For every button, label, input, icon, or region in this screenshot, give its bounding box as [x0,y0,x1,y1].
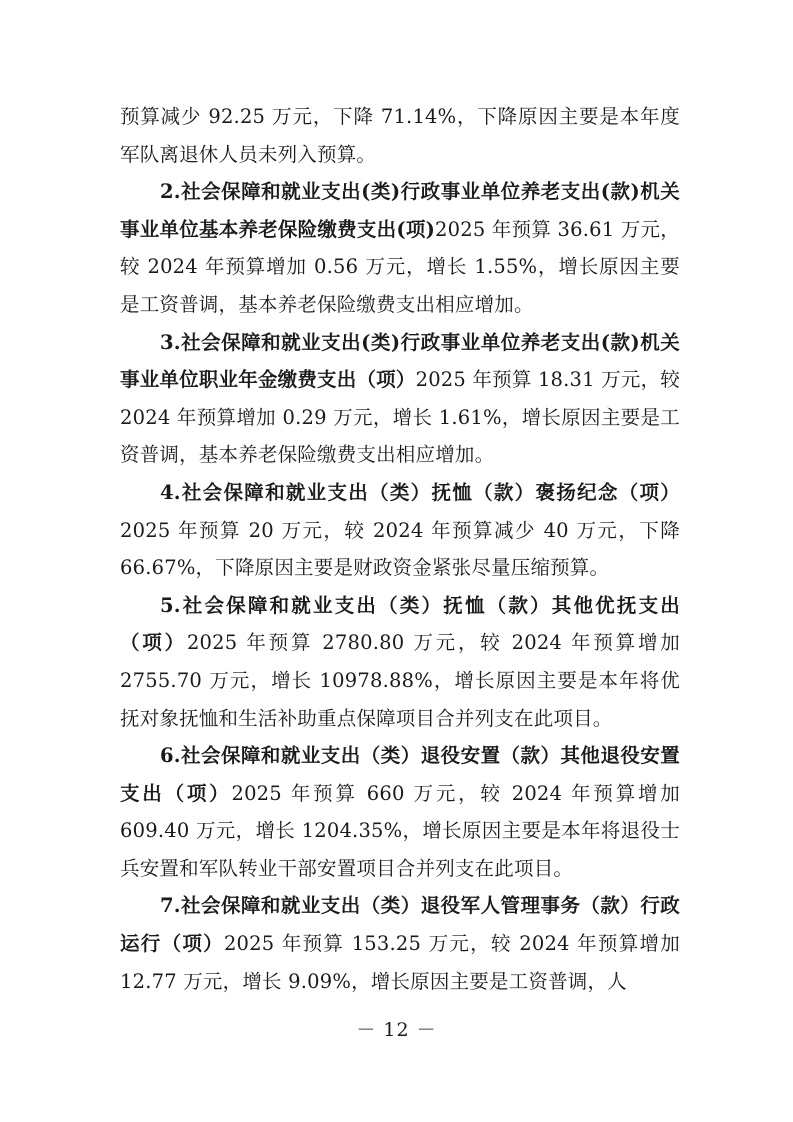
paragraph-text: 2025 年预算 18.31 万元，较 2024 年预算增加 0.29 万元，增长 1.61%，增长原因主要是工资普调，基本养老保险缴费支出相应增加。 [120,368,680,467]
paragraph-text: 2025 年预算 2780.80 万元，较 2024 年预算增加 2755.70 万元，增长 10978.88%，增长原因主要是本年将优抚对象抚恤和生活补助重点保障项目合并列支在此项目。 [120,631,680,730]
paragraph-heading: 3.社会保障和就业支出(类)行政事业单位养老支出(款)机关事业单位职业年金缴费支出（项） [120,330,680,392]
paragraph-text: 2025 年预算 660 万元，较 2024 年预算增加 609.40 万元，增长 1204.35%，增长原因主要是本年将退役士兵安置和军队转业干部安置项目合并列支在此项目。 [120,781,680,880]
paragraph-7 [120,887,680,1000]
paragraph-heading: 7.社会保障和就业支出（类）退役军人管理事务（款）行政运行（项） [120,894,680,956]
document-body [120,98,680,1000]
paragraph-text: 2025 年预算 20 万元，较 2024 年预算减少 40 万元，下降 66.67%，下降原因主要是财政资金紧张尽量压缩预算。 [120,518,680,580]
paragraph-heading: 2.社会保障和就业支出(类)行政事业单位养老支出(款)机关事业单位基本养老保险缴费支出(项) [120,180,680,241]
paragraph-2 [120,173,680,323]
paragraph-1 [120,98,680,173]
paragraph-5 [120,587,680,737]
paragraph-3 [120,324,680,474]
paragraph-6 [120,737,680,887]
page-number: － 12 － [356,1019,437,1041]
paragraph-4 [120,474,680,587]
paragraph-heading: 6.社会保障和就业支出（类）退役安置（款）其他退役安置支出（项） [120,744,680,805]
paragraph-text: 2025 年预算 153.25 万元，较 2024 年预算增加 12.77 万元，增长 9.09%，增长原因主要是工资普调，人 [120,932,680,993]
paragraph-heading: 4.社会保障和就业支出（类）抚恤（款）褒扬纪念（项） [160,480,680,504]
paragraph-heading: 5.社会保障和就业支出（类）抚恤（款）其他优抚支出（项） [120,593,680,655]
paragraph-text: 2025 年预算 36.61 万元，较 2024 年预算增加 0.56 万元，增长 1.55%，增长原因主要是工资普调，基本养老保险缴费支出相应增加。 [120,217,680,316]
paragraph-text: 预算减少 92.25 万元，下降 71.14%，下降原因主要是本年度军队离退休人员未列入预算。 [120,105,680,166]
